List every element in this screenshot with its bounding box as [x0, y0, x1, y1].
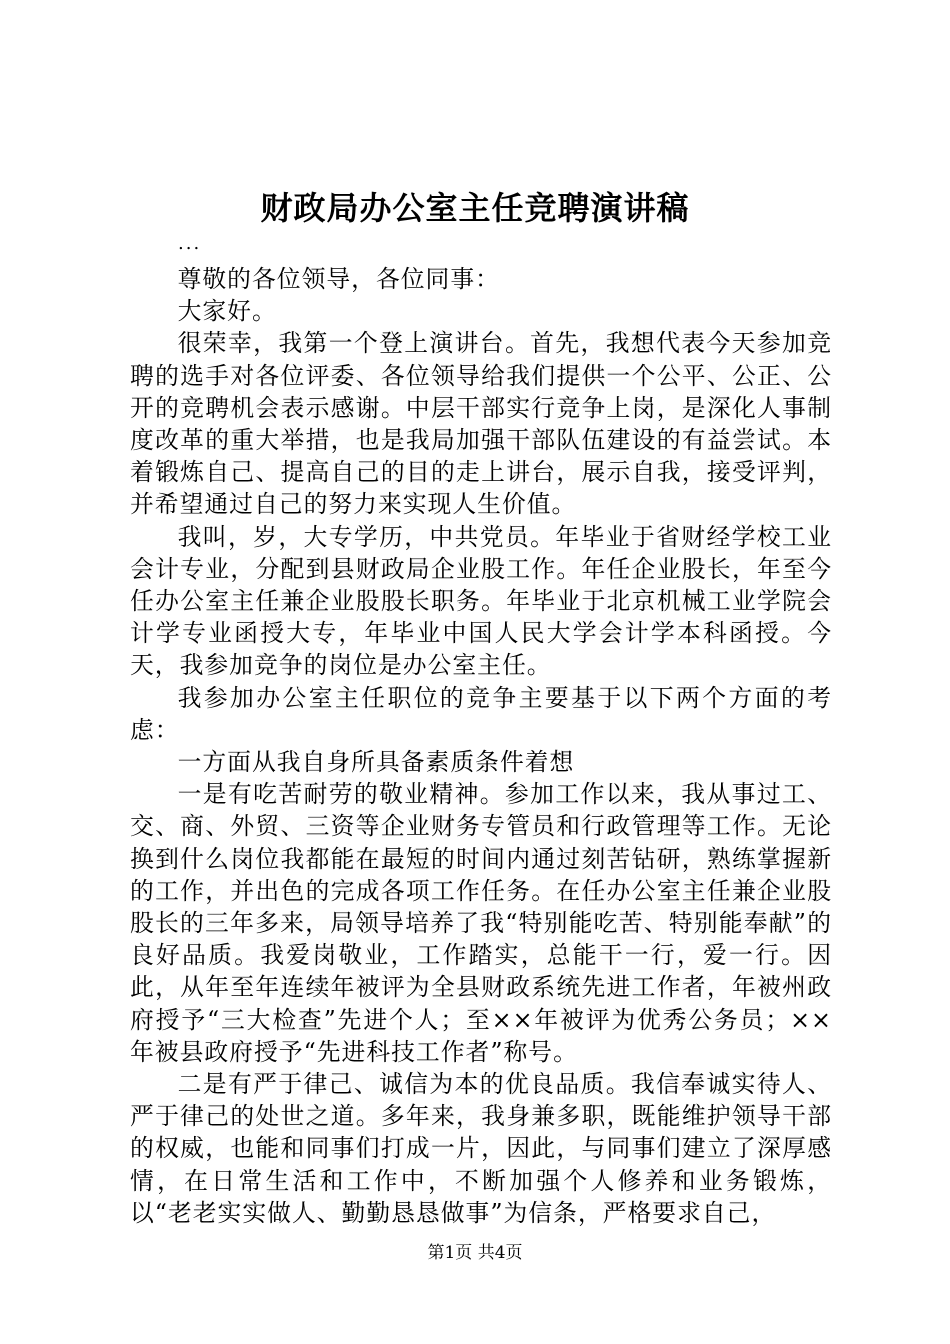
document-body — [130, 263, 832, 1229]
salutation: 尊敬的各位领导，各位同事： — [177, 265, 500, 293]
paragraph-aspect-heading: 一方面从我自身所具备素质条件着想 — [177, 748, 575, 777]
paragraph-intro: 很荣幸，我第一个登上演讲台。首先，我想代表今天参加竞聘的选手对各位评委、各位领导给我们提供一个公平、公正、公开的竞聘机会表示感谢。中层干部实行竞争上岗，是深化人事制度改革的重大举措，也是我局加强干部队伍建设的有益尝试。本着锻炼自己、提高自己的目的走上讲台，展示自我，接受评判，并希望通过自己的努力来实现人生价值。 — [130, 329, 832, 519]
document-title: 财政局办公室主任竞聘演讲稿 — [260, 189, 690, 227]
ellipsis-marker: ... — [178, 233, 202, 254]
paragraph-background: 我叫，岁，大专学历，中共党员。年毕业于省财经学校工业会计专业，分配到县财政局企业股工作。年任企业股长，年至今任办公室主任兼企业股股长职务。年毕业于北京机械工业学院会计学专业函授大专，年毕业中国人民大学会计学本科函授。今天，我参加竞争的岗位是办公室主任。 — [130, 522, 832, 680]
greeting: 大家好。 — [177, 297, 277, 326]
paragraph-point-two: 二是有严于律己、诚信为本的优良品质。我信奉诚实待人、严于律己的处世之道。多年来，我身兼多职，既能维护领导干部的权威，也能和同事们打成一片，因此，与同事们建立了深厚感情，在日常生活和工作中，不断加强个人修养和业务锻炼，以“老老实实做人、勤勤恳恳做事”为信条，严格要求自己， — [130, 1070, 832, 1227]
paragraph-point-one: 一是有吃苦耐劳的敬业精神。参加工作以来，我从事过工、交、商、外贸、三资等企业财务专管员和行政管理等工作。无论换到什么岗位我都能在最短的时间内通过刻苦钻研，熟练掌握新的工作，并出色的完成各项工作任务。在任办公室主任兼企业股股长的三年多来，局领导培养了我“特别能吃苦、特别能奉献”的良好品质。我爱岗敬业，工作踏实，总能干一行，爱一行。因此，从年至年连续年被评为全县财政系统先进工作者，年被州政府授予“三大检查”先进个人；至××年被评为优秀公务员；××年被县政府授予“先进科技工作者”称号。 — [130, 780, 832, 1066]
page-footer: 第1页 共4页 — [427, 1243, 523, 1263]
paragraph-reasons: 我参加办公室主任职位的竞争主要基于以下两个方面的考虑： — [130, 683, 832, 744]
